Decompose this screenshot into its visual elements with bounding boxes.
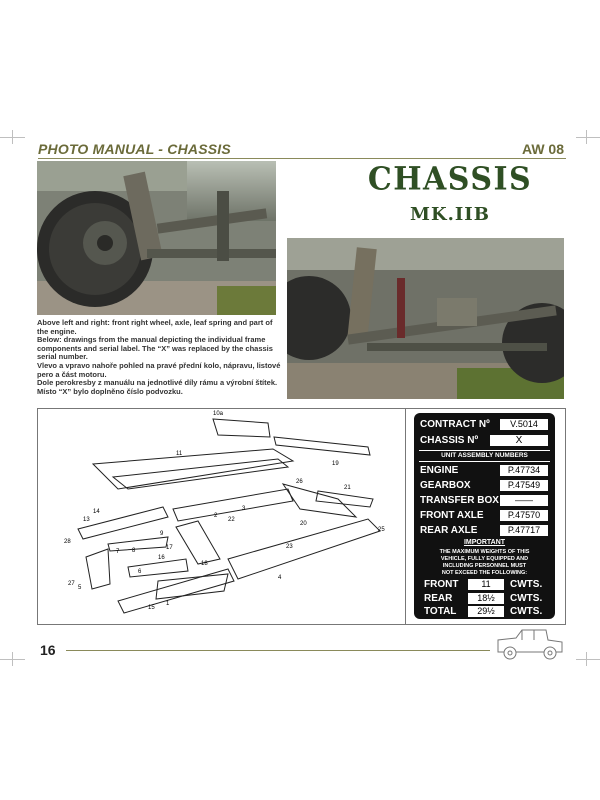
drawing-part-label: 5 bbox=[78, 585, 82, 591]
page-code: AW 08 bbox=[521, 141, 564, 157]
caption-line: Dole perokresby z manuálu na jednotlivé díly rámu a výrobní štítek. Místo “X” bylo doplněno číslo podvozku. bbox=[37, 378, 278, 396]
chassis-serial-plate bbox=[414, 413, 555, 619]
weight-front-label: FRONT bbox=[424, 579, 459, 590]
drawing-part-label: 22 bbox=[228, 517, 235, 523]
plate-divider bbox=[419, 461, 550, 462]
chassis-value: X bbox=[490, 435, 548, 446]
drawing-part-label: 19 bbox=[332, 461, 339, 467]
contract-label: CONTRACT Nº bbox=[420, 419, 490, 430]
drawing-part-label: 3 bbox=[242, 506, 246, 512]
drawing-part-label: 10a bbox=[213, 411, 224, 417]
notice-line: VEHICLE, FULLY EQUIPPED AND bbox=[440, 556, 529, 562]
drawing-part-label: 26 bbox=[296, 479, 303, 485]
unit-assembly-header: UNIT ASSEMBLY NUMBERS bbox=[441, 452, 528, 459]
drawing-part-label: 27 bbox=[68, 581, 75, 587]
drawing-part-label: 4 bbox=[278, 575, 282, 581]
landrover-sketch-icon bbox=[494, 628, 566, 662]
drawing-part-label: 11 bbox=[176, 451, 183, 457]
weight-total-label: TOTAL bbox=[424, 606, 457, 617]
weight-rear-label: REAR bbox=[424, 593, 453, 604]
header-divider bbox=[38, 158, 566, 159]
transfer-box-value: —— bbox=[500, 495, 548, 506]
photo-front-wheel-right bbox=[287, 238, 564, 399]
important-heading: IMPORTANT bbox=[463, 539, 506, 546]
drawing-part-label: 9 bbox=[160, 531, 164, 537]
weight-front-unit: CWTS. bbox=[510, 579, 543, 590]
weight-rear-unit: CWTS. bbox=[510, 593, 543, 604]
caption-line: Above left and right: front right wheel, axle, leaf spring and part of the engine. bbox=[37, 318, 273, 336]
caption-line: Vlevo a vpravo nahoře pohled na pravé přední kolo, nápravu, listové pero a část motoru. bbox=[37, 360, 281, 379]
footer-divider bbox=[66, 650, 490, 651]
drawing-part-label: 21 bbox=[344, 485, 351, 491]
drawing-part-label: 15 bbox=[148, 605, 155, 611]
crop-mark bbox=[0, 137, 25, 138]
drawing-part-label: 28 bbox=[64, 539, 71, 545]
drawing-part-label: 2 bbox=[214, 513, 218, 519]
gearbox-label: GEARBOX bbox=[420, 480, 471, 491]
gearbox-value: P.47549 bbox=[500, 480, 548, 491]
drawing-part-label: 17 bbox=[166, 545, 173, 551]
engine-label: ENGINE bbox=[420, 465, 459, 476]
drawing-part-label: 25 bbox=[378, 527, 385, 533]
plate-divider bbox=[419, 450, 550, 451]
rear-axle-label: REAR AXLE bbox=[420, 525, 478, 536]
weight-front-value: 11 bbox=[468, 579, 504, 590]
front-axle-label: FRONT AXLE bbox=[420, 510, 484, 521]
caption-line: Below: drawings from the manual depicting the individual frame components and serial label. The “X” was replaced by the chassis serial number. bbox=[37, 335, 273, 362]
drawing-part-label: 7 bbox=[116, 549, 120, 555]
drawing-part-label: 6 bbox=[138, 569, 142, 575]
photo-front-wheel-left bbox=[37, 161, 276, 315]
weight-total-value: 29½ bbox=[468, 606, 504, 617]
notice-line: NOT EXCEED THE FOLLOWING: bbox=[441, 570, 528, 576]
drawing-part-label: 13 bbox=[83, 517, 90, 523]
crop-mark bbox=[576, 659, 600, 660]
drawing-part-label: 14 bbox=[93, 509, 100, 515]
drawing-part-label: 23 bbox=[286, 544, 293, 550]
rear-axle-value: P.47717 bbox=[500, 525, 548, 536]
drawing-part-label: 16 bbox=[158, 555, 165, 561]
chassis-label: CHASSIS Nº bbox=[420, 435, 479, 446]
drawing-part-label: 1 bbox=[166, 601, 170, 607]
notice-line: THE MAXIMUM WEIGHTS OF THIS bbox=[439, 549, 530, 555]
drawing-part-label: 8 bbox=[132, 548, 136, 554]
drawing-part-label: 18 bbox=[201, 561, 208, 567]
section-title: PHOTO MANUAL - CHASSIS bbox=[38, 141, 231, 157]
photo-caption bbox=[37, 319, 281, 396]
contract-value: V.5014 bbox=[500, 419, 548, 430]
transfer-box-label: TRANSFER BOX bbox=[420, 495, 499, 506]
weight-total-unit: CWTS. bbox=[510, 606, 543, 617]
page-number: 16 bbox=[40, 642, 56, 658]
notice-line: INCLUDING PERSONNEL MUST bbox=[442, 563, 527, 569]
chassis-title: CHASSIS bbox=[367, 161, 533, 198]
crop-mark bbox=[0, 659, 25, 660]
crop-mark bbox=[576, 137, 600, 138]
drawing-part-label: 20 bbox=[300, 521, 307, 527]
engine-value: P.47734 bbox=[500, 465, 548, 476]
chassis-subtitle: MK.IIB bbox=[410, 204, 490, 225]
front-axle-value: P.47570 bbox=[500, 510, 548, 521]
weight-rear-value: 18½ bbox=[468, 593, 504, 604]
frame-exploded-drawing bbox=[37, 408, 425, 625]
